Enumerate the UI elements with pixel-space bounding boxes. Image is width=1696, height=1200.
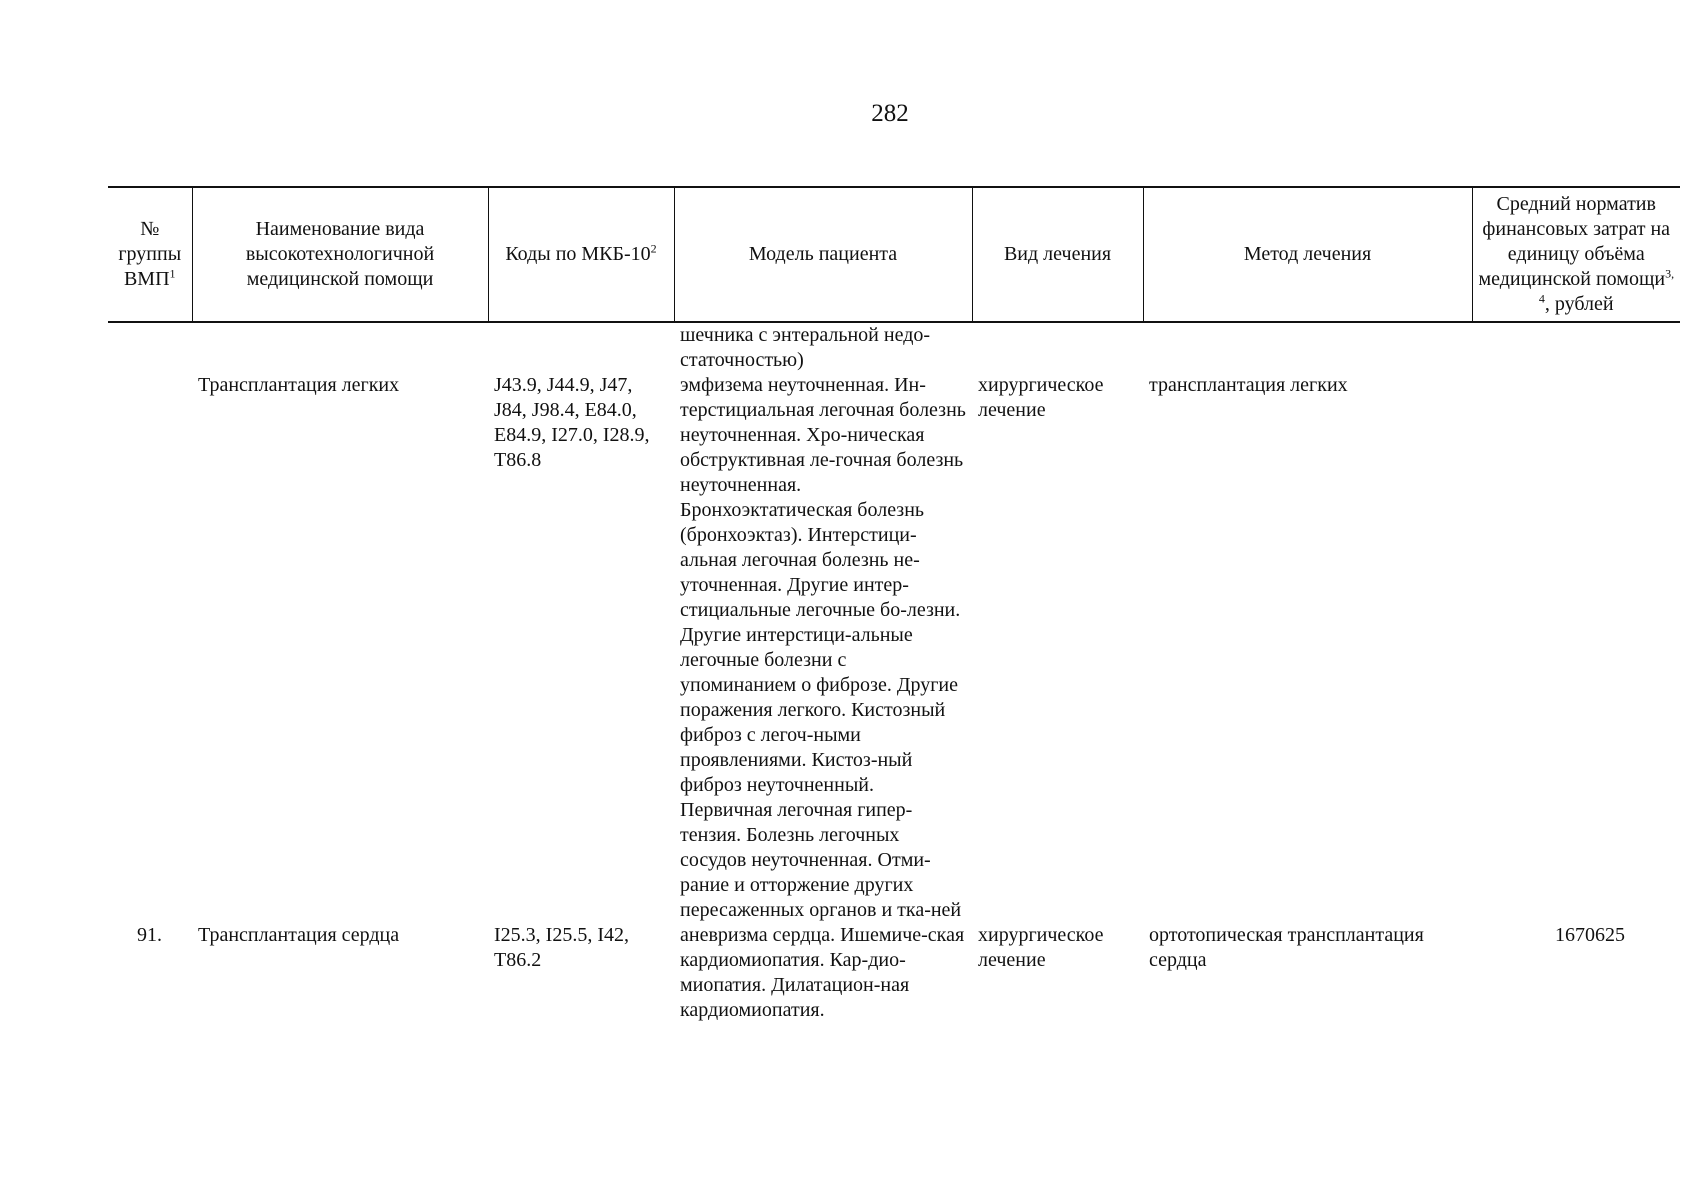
cell-codes: I25.3, I25.5, I42, T86.2 <box>494 924 629 971</box>
cell-treatment-method: ортотопическая трансплантация сердца <box>1149 924 1424 971</box>
cell-name <box>192 322 488 373</box>
cell-treatment-type: хирургическое лечение <box>978 374 1104 421</box>
header-name: Наименование вида высокотехнологичной медицинской помощи <box>192 187 488 322</box>
header-cost: Средний норматив финансовых затрат на единицу объёма медицинской помощи$^{3, 4}$, рублей <box>1472 187 1680 322</box>
header-patient-model: Модель пациента <box>674 187 972 322</box>
page-number: 282 <box>871 100 909 127</box>
cell-name: Трансплантация легких <box>198 374 400 396</box>
cell-cost: 1670625 <box>1555 924 1625 946</box>
table-row <box>108 923 1680 1023</box>
cell-codes <box>488 322 674 373</box>
cell-codes: J43.9, J44.9, J47, J84, J98.4, E84.0, E84.9, I27.0, I28.9, T86.8 <box>494 374 650 471</box>
cell-group-no <box>108 322 192 373</box>
header-codes: Коды по МКБ-$10^2$ <box>488 187 674 322</box>
cell-patient-model: эмфизема неуточненная. Ин-терстициальная легочная болезнь неуточненная. Хро-ническая обструктивная ле-гочная болезнь неуточненная. Бронхоэктатическая болезнь (бронхоэктаз). Интерстици-альная легочная болезнь не-уточненная. Другие интер-стициальные легочные бо-лезни. Другие интерстици-альные легочные болезни с упоминанием о фиброзе. Другие поражения легкого. Кистозный фиброз с легоч-ными проявлениями. Кистоз-ный фиброз неуточненный. Первичная легочная гипер-тензия. Болезнь легочных сосудов неуточненная. Отми-рание и отторжение других пересаженных органов и тка-ней <box>680 374 966 921</box>
cell-cost <box>1472 373 1680 923</box>
table-row <box>108 373 1680 923</box>
cell-treatment-method <box>1143 322 1472 373</box>
cell-treatment-method: трансплантация легких <box>1149 374 1348 396</box>
header-treatment-type: Вид лечения <box>972 187 1143 322</box>
cell-treatment-type <box>972 322 1143 373</box>
table-row <box>108 322 1680 373</box>
table-header-row <box>108 187 1680 322</box>
header-treatment-method: Метод лечения <box>1143 187 1472 322</box>
cell-group-no <box>108 373 192 923</box>
cell-cost <box>1472 322 1680 373</box>
cell-group-no: 91. <box>137 924 162 946</box>
vmp-table <box>108 186 1680 1023</box>
cell-patient-model: аневризма сердца. Ишемиче-ская кардиомиопатия. Кар-дио-миопатия. Дилатацион-ная кардиомиопатия. <box>680 924 965 1021</box>
cell-treatment-type: хирургическое лечение <box>978 924 1104 971</box>
header-group-no: № группы ВМП$^1$ <box>108 187 192 322</box>
cell-patient-model: шечника с энтеральной недо-статочностью) <box>680 324 931 371</box>
cell-name: Трансплантация сердца <box>198 924 400 946</box>
